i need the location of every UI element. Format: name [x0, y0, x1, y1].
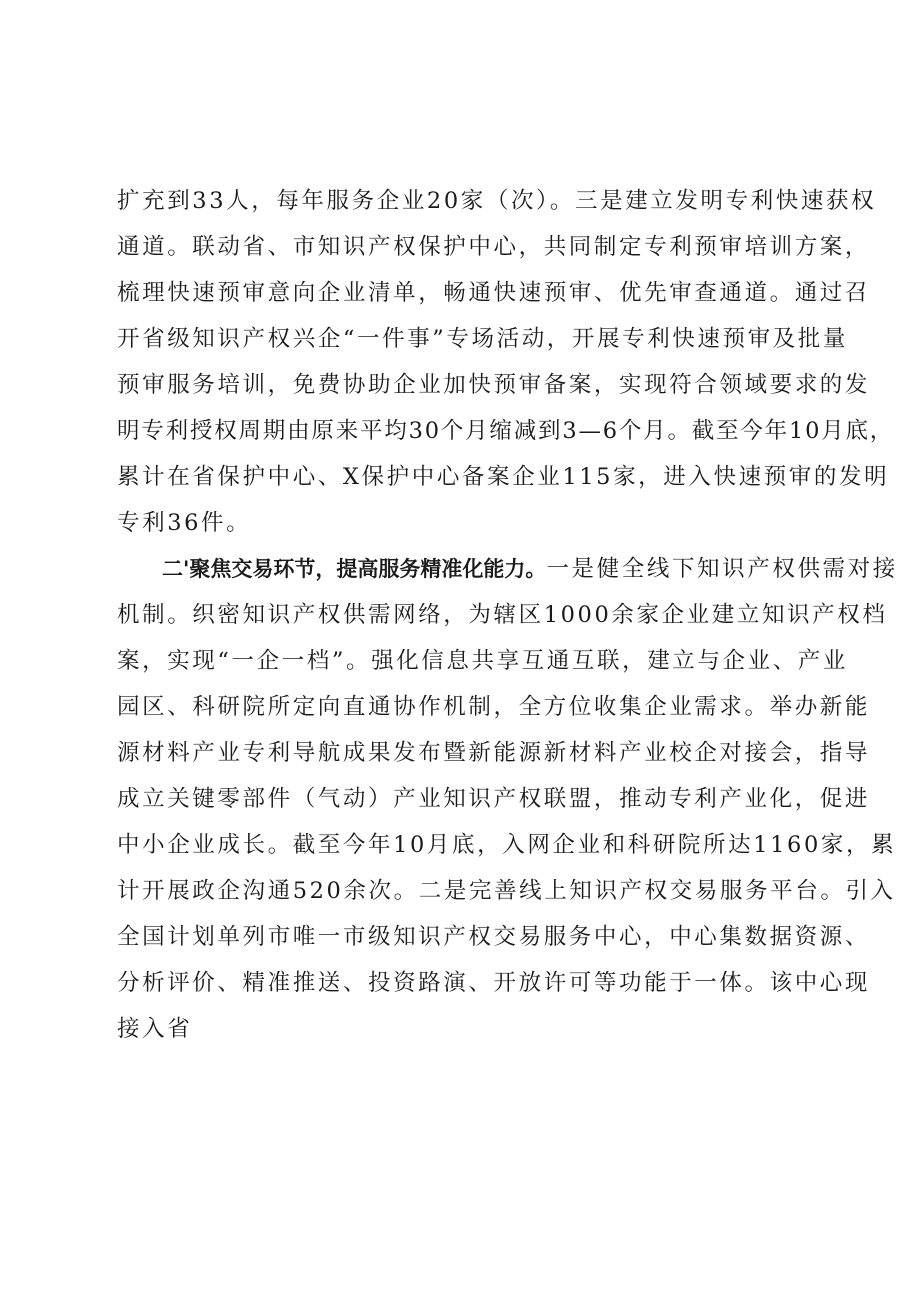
text-line: 专利36件。 [117, 510, 252, 536]
text-line: 扩充到33人，每年服务企业20家（次）。三是建立发明专利快速获权 [117, 188, 877, 214]
text-line: 预审服务培训，免费协助企业加快预审备案，实现符合领域要求的发 [117, 372, 871, 398]
text-run: 一是健全线下知识产权供需对接 [546, 556, 898, 582]
text-line: 累计在省保护中心、X保护中心备案企业115家，进入快速预审的发明 [117, 464, 890, 490]
text-line: 源材料产业专利导航成果发布暨新能源新材料产业校企对接会，指导 [117, 740, 871, 766]
text-line: 中小企业成长。截至今年10月底，入网企业和科研院所达1160家，累 [117, 832, 897, 858]
text-line: 分析评价、精准推送、投资路演、开放许可等功能于一体。该中心现 [117, 970, 871, 996]
paragraph-first-line [162, 554, 898, 584]
text-line: 全国计划单列市唯一市级知识产权交易服务中心，中心集数据资源、 [117, 924, 871, 950]
text-line: 成立关键零部件（气动）产业知识产权联盟，推动专利产业化，促进 [117, 786, 871, 812]
text-line: 开省级知识产权兴企“一件事”专场活动，开展专利快速预审及批量 [117, 326, 849, 352]
text-line: 梳理快速预审意向企业清单，畅通快速预审、优先审查通道。通过召 [117, 280, 871, 306]
text-line: 明专利授权周期由原来平均30个月缩减到3—6个月。截至今年10月底， [117, 418, 895, 444]
text-line: 案，实现“一企一档”。强化信息共享互通互联，建立与企业、产业 [117, 648, 849, 674]
text-line: 计开展政企沟通520余次。二是完善线上知识产权交易服务平台。引入 [117, 878, 896, 904]
text-line: 通道。联动省、市知识产权保护中心，共同制定专利预审培训方案， [117, 234, 871, 260]
text-line: 接入省 [117, 1016, 193, 1042]
text-line: 园区、科研院所定向直通协作机制，全方位收集企业需求。举办新能 [117, 694, 871, 720]
section-heading: 二'聚焦交易环节，提高服务精准化能力。 [162, 557, 547, 581]
text-line: 机制。织密知识产权供需网络，为辖区1000余家企业建立知识产权档 [117, 602, 888, 628]
